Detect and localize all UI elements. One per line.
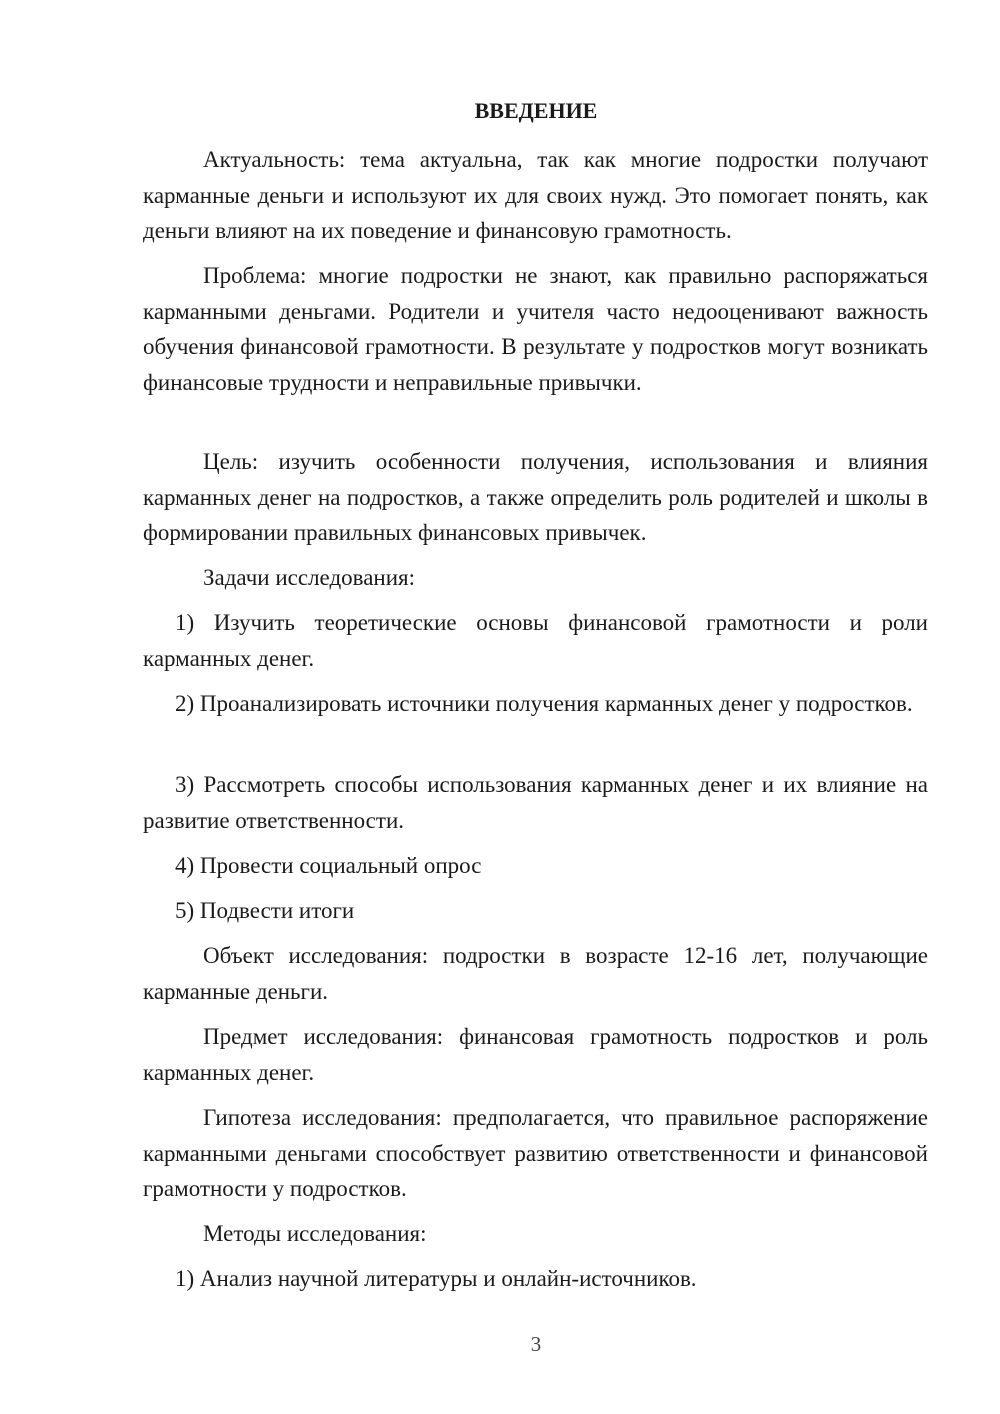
methods-heading: Методы исследования: — [203, 1221, 427, 1246]
paragraph-hypothesis: Гипотеза исследования: предполагается, что правильное распоряжение карманными деньгами способствует развитию ответственности и финансовой грамотности у подростков. — [143, 1105, 928, 1201]
section-title: ВВЕДЕНИЕ — [474, 98, 598, 123]
task-item-2: 2) Проанализировать источники получения карманных денег у подростков. — [175, 691, 913, 716]
task-item-3: 3) Рассмотреть способы использования карманных денег и их влияние на развитие ответственности. — [143, 772, 928, 833]
paragraph-subject: Предмет исследования: финансовая грамотность подростков и роль карманных денег. — [143, 1024, 928, 1085]
paragraph-relevance: Актуальность: тема актуальна, так как многие подростки получают карманные деньги и используют их для своих нужд. Это помогает понять, как деньги влияют на их поведение и финансовую грамотность. — [143, 147, 928, 243]
method-item-1: 1) Анализ научной литературы и онлайн-источников. — [175, 1266, 697, 1291]
paragraph-object: Объект исследования: подростки в возрасте 12-16 лет, получающие карманные деньги. — [143, 943, 928, 1004]
task-item-5: 5) Подвести итоги — [175, 898, 355, 923]
task-item-4: 4) Провести социальный опрос — [175, 853, 482, 878]
paragraph-goal: Цель: изучить особенности получения, использования и влияния карманных денег на подростков, а также определить роль родителей и школы в формировании правильных финансовых привычек. — [143, 449, 928, 545]
page-number: 3 — [530, 1332, 542, 1356]
paragraph-problem: Проблема: многие подростки не знают, как правильно распоряжаться карманными деньгами. Родители и учителя часто недооценивают важность обучения финансовой грамотности. В результате у подростков могут возникать финансовые трудности и неправильные привычки. — [143, 263, 928, 395]
task-item-1: 1) Изучить теоретические основы финансовой грамотности и роли карманных денег. — [143, 610, 928, 671]
tasks-heading: Задачи исследования: — [203, 565, 416, 590]
